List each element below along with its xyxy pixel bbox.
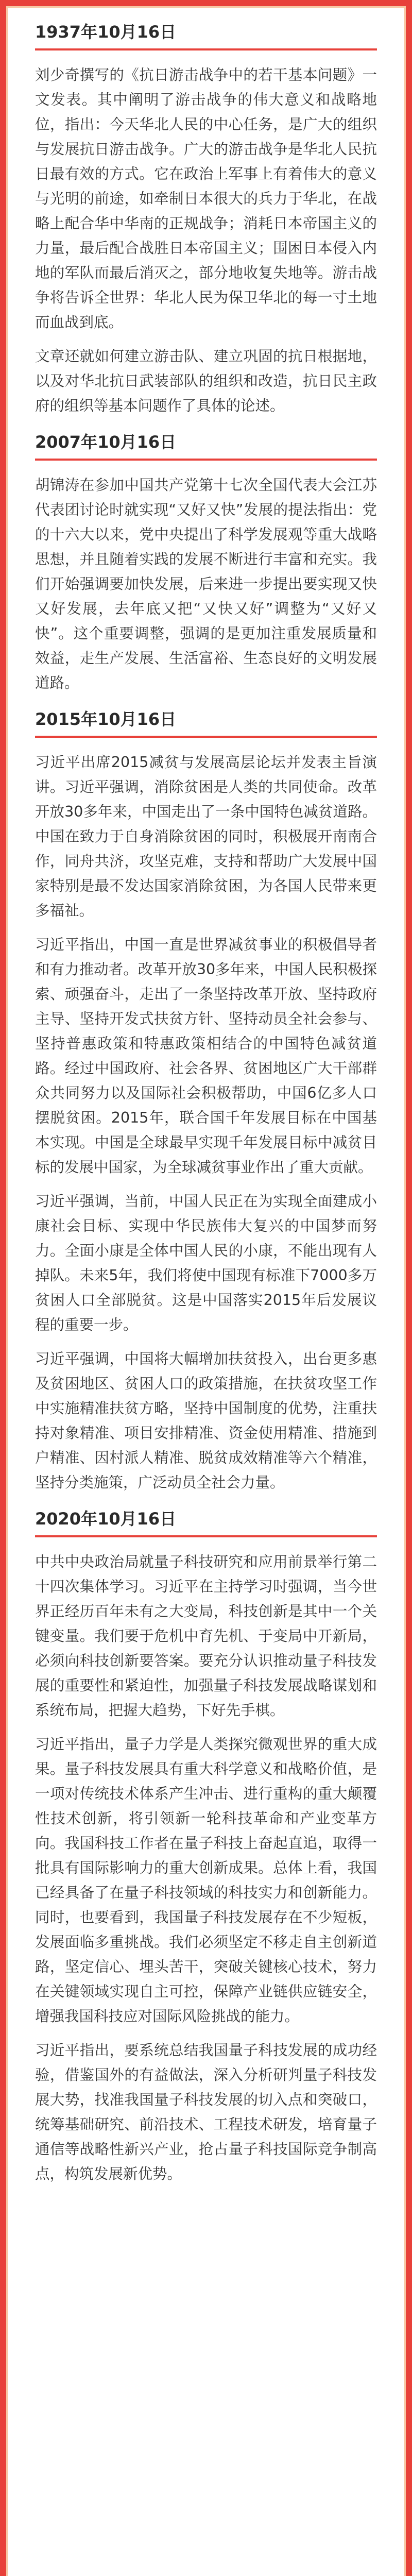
date-section: [35, 705, 377, 1495]
paragraph: 习近平指出，中国一直是世界减贫事业的积极倡导者和有力推动者。改革开放30多年来，中国人民积极探索、顽强奋斗，走出了一条坚持改革开放、坚持政府主导、坚持开发式扶贫方针、坚持动员全社会参与、坚持普惠政策和特惠政策相结合的中国特色减贫道路。经过中国政府、社会各界、贫困地区广大干部群众共同努力以及国际社会积极帮助，中国6亿多人口摆脱贫困。2015年，联合国千年发展目标在中国基本实现。中国是全球最早实现千年发展目标中减贫目标的发展中国家，为全球减贫事业作出了重大贡献。: [35, 936, 377, 1176]
section-date: 1937年10月16日: [35, 22, 177, 42]
paragraph: 习近平强调，中国将大幅增加扶贫投入，出台更多惠及贫困地区、贫困人口的政策措施，在扶贫攻坚工作中实施精准扶贫方略，坚持中国制度的优势，注重扶持对象精准、项目安排精准、资金使用精准、措施到户精准、因村派人精准、脱贫成效精准等六个精准，坚持分类施策，广泛动员全社会力量。: [35, 1350, 377, 1491]
section-divider: [35, 736, 377, 738]
paragraph: 刘少奇撰写的《抗日游击战争中的若干基本问题》一文发表。其中阐明了游击战争的伟大意义和战略地位，指出：今天华北人民的中心任务，是广大的组织与发展抗日游击战争。广大的游击战争是华北人民抗日最有效的方式。它在政治上军事上有着伟大的意义与光明的前途，如牵制日本很大的兵力于华北，在战略上配合华中华南的正规战争；消耗日本帝国主义的力量，最后配合战胜日本帝国主义；围困日本侵入内地的军队而最后消灭之，部分地收复失地等。游击战争将告诉全世界：华北人民为保卫华北的每一寸土地而血战到底。: [35, 66, 377, 331]
paragraph: 文章还就如何建立游击队、建立巩固的抗日根据地，以及对华北抗日武装部队的组织和改造，抗日民主政府的组织等基本问题作了具体的论述。: [35, 348, 377, 414]
section-divider: [35, 459, 377, 461]
section-date: 2020年10月16日: [35, 1509, 177, 1529]
paragraph: 习近平强调，当前，中国人民正在为实现全面建成小康社会目标、实现中华民族伟大复兴的中国梦而努力。全面小康是全体中国人民的小康，不能出现有人掉队。未来5年，我们将使中国现有标准下7000多万贫困人口全部脱贫。这是中国落实2015年后发展议程的重要一步。: [35, 1193, 377, 1333]
paragraph: 习近平指出，要系统总结我国量子科技发展的成功经验，借鉴国外的有益做法，深入分析研判量子科技发展大势，找准我国量子科技发展的切入点和突破口，统筹基础研究、前沿技术、工程技术研发，培育量子通信等战略性新兴产业，抢占量子科技国际竞争制高点，构筑发展新优势。: [35, 2042, 377, 2182]
article-content: [8, 8, 404, 2187]
paragraph: 习近平指出，量子力学是人类探究微观世界的重大成果。量子科技发展具有重大科学意义和战略价值，是一项对传统技术体系产生冲击、进行重构的重大颠覆性技术创新，将引领新一轮科技革命和产业变革方向。我国科技工作者在量子科技上奋起直追，取得一批具有国际影响力的重大创新成果。总体上看，我国已经具备了在量子科技领域的科技实力和创新能力。同时，也要看到，我国量子科技发展存在不少短板，发展面临多重挑战。我们必须坚定不移走自主创新道路，坚定信心、埋头苦干，突破关键核心技术，努力在关键领域实现自主可控，保障产业链供应链安全，增强我国科技应对国际风险挑战的能力。: [35, 1736, 377, 2025]
section-date: 2015年10月16日: [35, 709, 177, 729]
page-frame: [6, 6, 406, 2576]
paragraph: 习近平出席2015减贫与发展高层论坛并发表主旨演讲。习近平强调，消除贫困是人类的共同使命。改革开放30多年来，中国走出了一条中国特色减贫道路。中国在致力于自身消除贫困的同时，积极展开南南合作，同舟共济，攻坚克难，支持和帮助广大发展中国家特别是最不发达国家消除贫困，为各国人民带来更多福祉。: [35, 754, 377, 919]
paragraph: 中共中央政治局就量子科技研究和应用前景举行第二十四次集体学习。习近平在主持学习时强调，当今世界正经历百年未有之大变局，科技创新是其中一个关键变量。我们要于危机中育先机、于变局中开新局，必须向科技创新要答案。要充分认识推动量子科技发展的重要性和紧迫性，加强量子科技发展战略谋划和系统布局，把握大趋势，下好先手棋。: [35, 1553, 377, 1719]
section-divider: [35, 48, 377, 50]
section-date: 2007年10月16日: [35, 432, 177, 452]
date-section: [35, 18, 377, 418]
date-section: [35, 1504, 377, 2187]
paragraph: 胡锦涛在参加中国共产党第十七次全国代表大会江苏代表团讨论时就实现“又好又快”发展的提法指出：党的十六大以来，党中央提出了科学发展观等重大战略思想，并且随着实践的发展不断进行丰富和充实。我们开始强调要加快发展，后来进一步提出要实现又快又好发展，去年底又把“又快又好”调整为“又好又快”。这个重要调整，强调的是更加注重发展质量和效益，走生产发展、生活富裕、生态良好的文明发展道路。: [35, 477, 377, 691]
date-section: [35, 428, 377, 696]
section-divider: [35, 1535, 377, 1537]
